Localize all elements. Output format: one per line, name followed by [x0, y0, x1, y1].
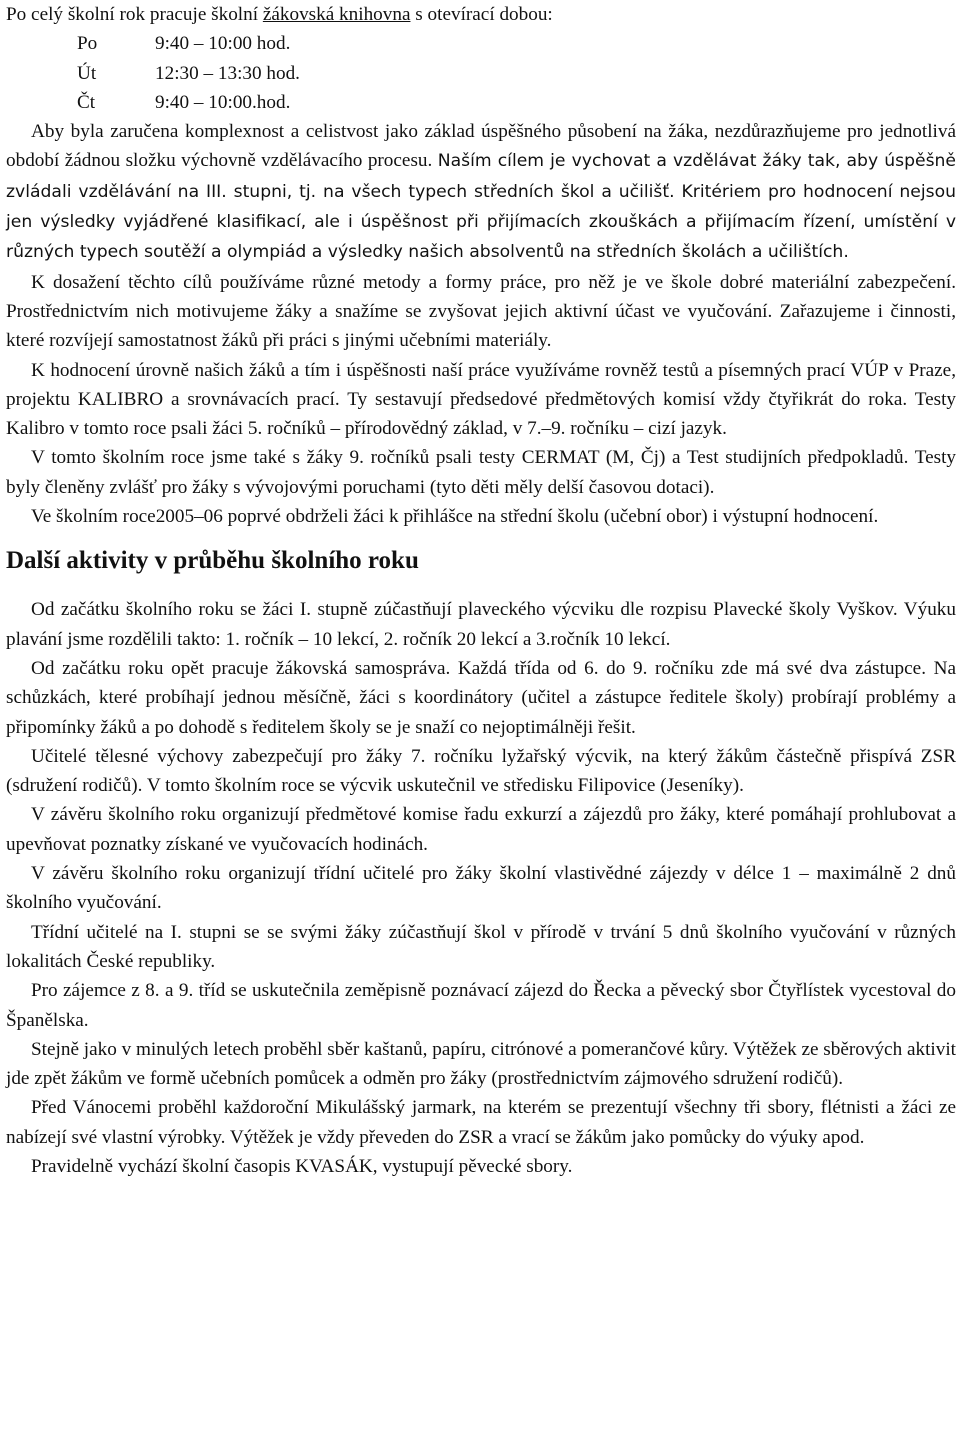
- paragraph-output-evaluation: Ve školním roce2005–06 poprvé obdrželi žáci k přihlášce na střední školu (učební obor) i výstupní hodnocení.: [31, 506, 879, 528]
- activity-school-in-nature: Třídní učitelé na I. stupni se se svými žáky zúčastňují škol v přírodě v trvání 5 dnů školního vyučování v různých lokalitách České republiky.: [6, 921, 956, 972]
- section-heading: Další aktivity v průběhu školního roku: [6, 547, 419, 575]
- hours-time: 12:30 – 13:30 hod.: [155, 62, 300, 84]
- hours-day: Po: [77, 33, 98, 55]
- hours-day: Út: [77, 62, 97, 84]
- activity-self-government: Od začátku roku opět pracuje žákovská samospráva. Každá třída od 6. do 9. ročníku zde má své dva zástupce. Na schůzkách, které probíhají jednou měsíčně, žáci s koordinátory (učitel a zástupce ředitele školy) probírají problémy a připomínky žáků a po dohodě s ředitelem školy se je snaží co nejoptimálněji řešit.: [6, 657, 956, 738]
- library-intro: [6, 0, 956, 29]
- document-page: [6, 0, 956, 1181]
- hours-time: 9:40 – 10:00 hod.: [155, 33, 291, 55]
- activity-christmas-market: Před Vánocemi proběhl každoroční Mikulášský jarmark, na kterém se prezentují všechny tři sbory, flétnisti a žáci ze nabízejí své vlastní výrobky. Výtěžek je vždy převeden do ZSR a vrací se žákům jako pomůcky do výuky apod.: [6, 1097, 956, 1148]
- intro-text-after: s otevírací dobou:: [410, 4, 553, 25]
- hours-row-monday: [6, 29, 956, 58]
- hours-row-tuesday: [6, 59, 956, 88]
- paragraph-evaluation: K hodnocení úrovně našich žáků a tím i úspěšnosti naší práce využíváme rovněž testů a písemných prací VÚP v Praze, projektu KALIBRO a srovnávacích prací. Ty sestavují předsedové předmětových komisí vždy čtyřikrát do roka. Testy Kalibro v tomto roce psali žáci 5. ročníků – přírodovědný základ, v 7.–9. ročníku – cizí jazyk.: [6, 359, 956, 440]
- paragraph-methods: K dosažení těchto cílů používáme různé metody a formy práce, pro něž je ve škole dobré materiální zabezpečení. Prostřednictvím nich motivujeme žáky a snažíme se zvyšovat jejich aktivní účast ve vyučování. Zařazujeme i činnosti, které rozvíjejí samostatnost žáků při práci s jinými učebními materiály.: [6, 271, 956, 352]
- activity-class-trips: V závěru školního roku organizují třídní učitelé pro žáky školní vlastivědné zájezdy v délce 1 – maximálně 2 dnů školního vyučování.: [6, 863, 956, 914]
- hours-row-thursday: [6, 88, 956, 117]
- paragraph-goals-serif: Aby byla zaručena komplexnost a celistvost jako základ úspěšného působení na žáka, nezdůrazňujeme pro jednotlivá období žádnou složku výchovně vzdělávacího procesu.: [6, 121, 956, 172]
- paragraph-goals-sans: Naším cílem je vychovat a vzdělávat žáky tak, aby úspěšně zvládali vzdělávání na III. stupni, tj. na všech typech středních škol a učilišť. Kritériem pro hodnocení nejsou jen výsledky vyjádřené klasifikací, ale i úspěšnost při přijímacích zkouškách a přijímacím řízení, umístění v různých typech soutěží a olympiád a výsledky našich absolventů na středních školách a učilištích.: [6, 151, 956, 263]
- hours-time: 9:40 – 10:00.hod.: [155, 91, 291, 113]
- activity-collection: Stejně jako v minulých letech proběhl sběr kaštanů, papíru, citrónové a pomerančové kůry. Výtěžek ze sběrových aktivit jde zpět žákům ve formě učebních pomůcek a odměn pro žáky (prostřednictvím zájmového sdružení rodičů).: [6, 1038, 956, 1090]
- paragraph-cermat: V tomto školním roce jsme také s žáky 9. ročníků psali testy CERMAT (M, Čj) a Test studijních předpokladů. Testy byly členěny zvlášť pro žáky s vývojovými poruchami (tyto děti měly delší časovou dotaci).: [6, 447, 956, 498]
- hours-day: Čt: [77, 91, 96, 113]
- activity-greece-trip: Pro zájemce z 8. a 9. tříd se uskutečnila zeměpisně poznávací zájezd do Řecka a pěvecký sbor Čtyřlístek vycestoval do Španělska.: [6, 980, 956, 1031]
- activity-ski-course: Učitelé tělesné výchovy zabezpečují pro žáky 7. ročníku lyžařský výcvik, na který žákům částečně přispívá ZSR (sdružení rodičů). V tomto školním roce se výcvik uskutečnil ve středisku Filipovice (Jeseníky).: [6, 745, 956, 797]
- paragraph-goals: [6, 117, 956, 267]
- activity-swimming: Od začátku školního roku se žáci I. stupně zúčastňují plaveckého výcviku dle rozpisu Plavecké školy Vyškov. Výuku plavání jsme rozdělili takto: 1. ročník – 10 lekcí, 2. ročník 20 lekcí a 3.ročník 10 lekcí.: [6, 599, 956, 650]
- library-link[interactable]: žákovská knihovna: [262, 4, 411, 25]
- opening-hours: [6, 29, 956, 117]
- intro-text-before: Po celý školní rok pracuje školní: [6, 4, 263, 25]
- activity-school-magazine: Pravidelně vychází školní časopis KVASÁK, vystupují pěvecké sbory.: [31, 1155, 573, 1177]
- activity-excursions: V závěru školního roku organizují předmětové komise řadu exkurzí a zájezdů pro žáky, které pomáhají prohlubovat a upevňovat poznatky získané ve vyučovacích hodinách.: [6, 804, 956, 855]
